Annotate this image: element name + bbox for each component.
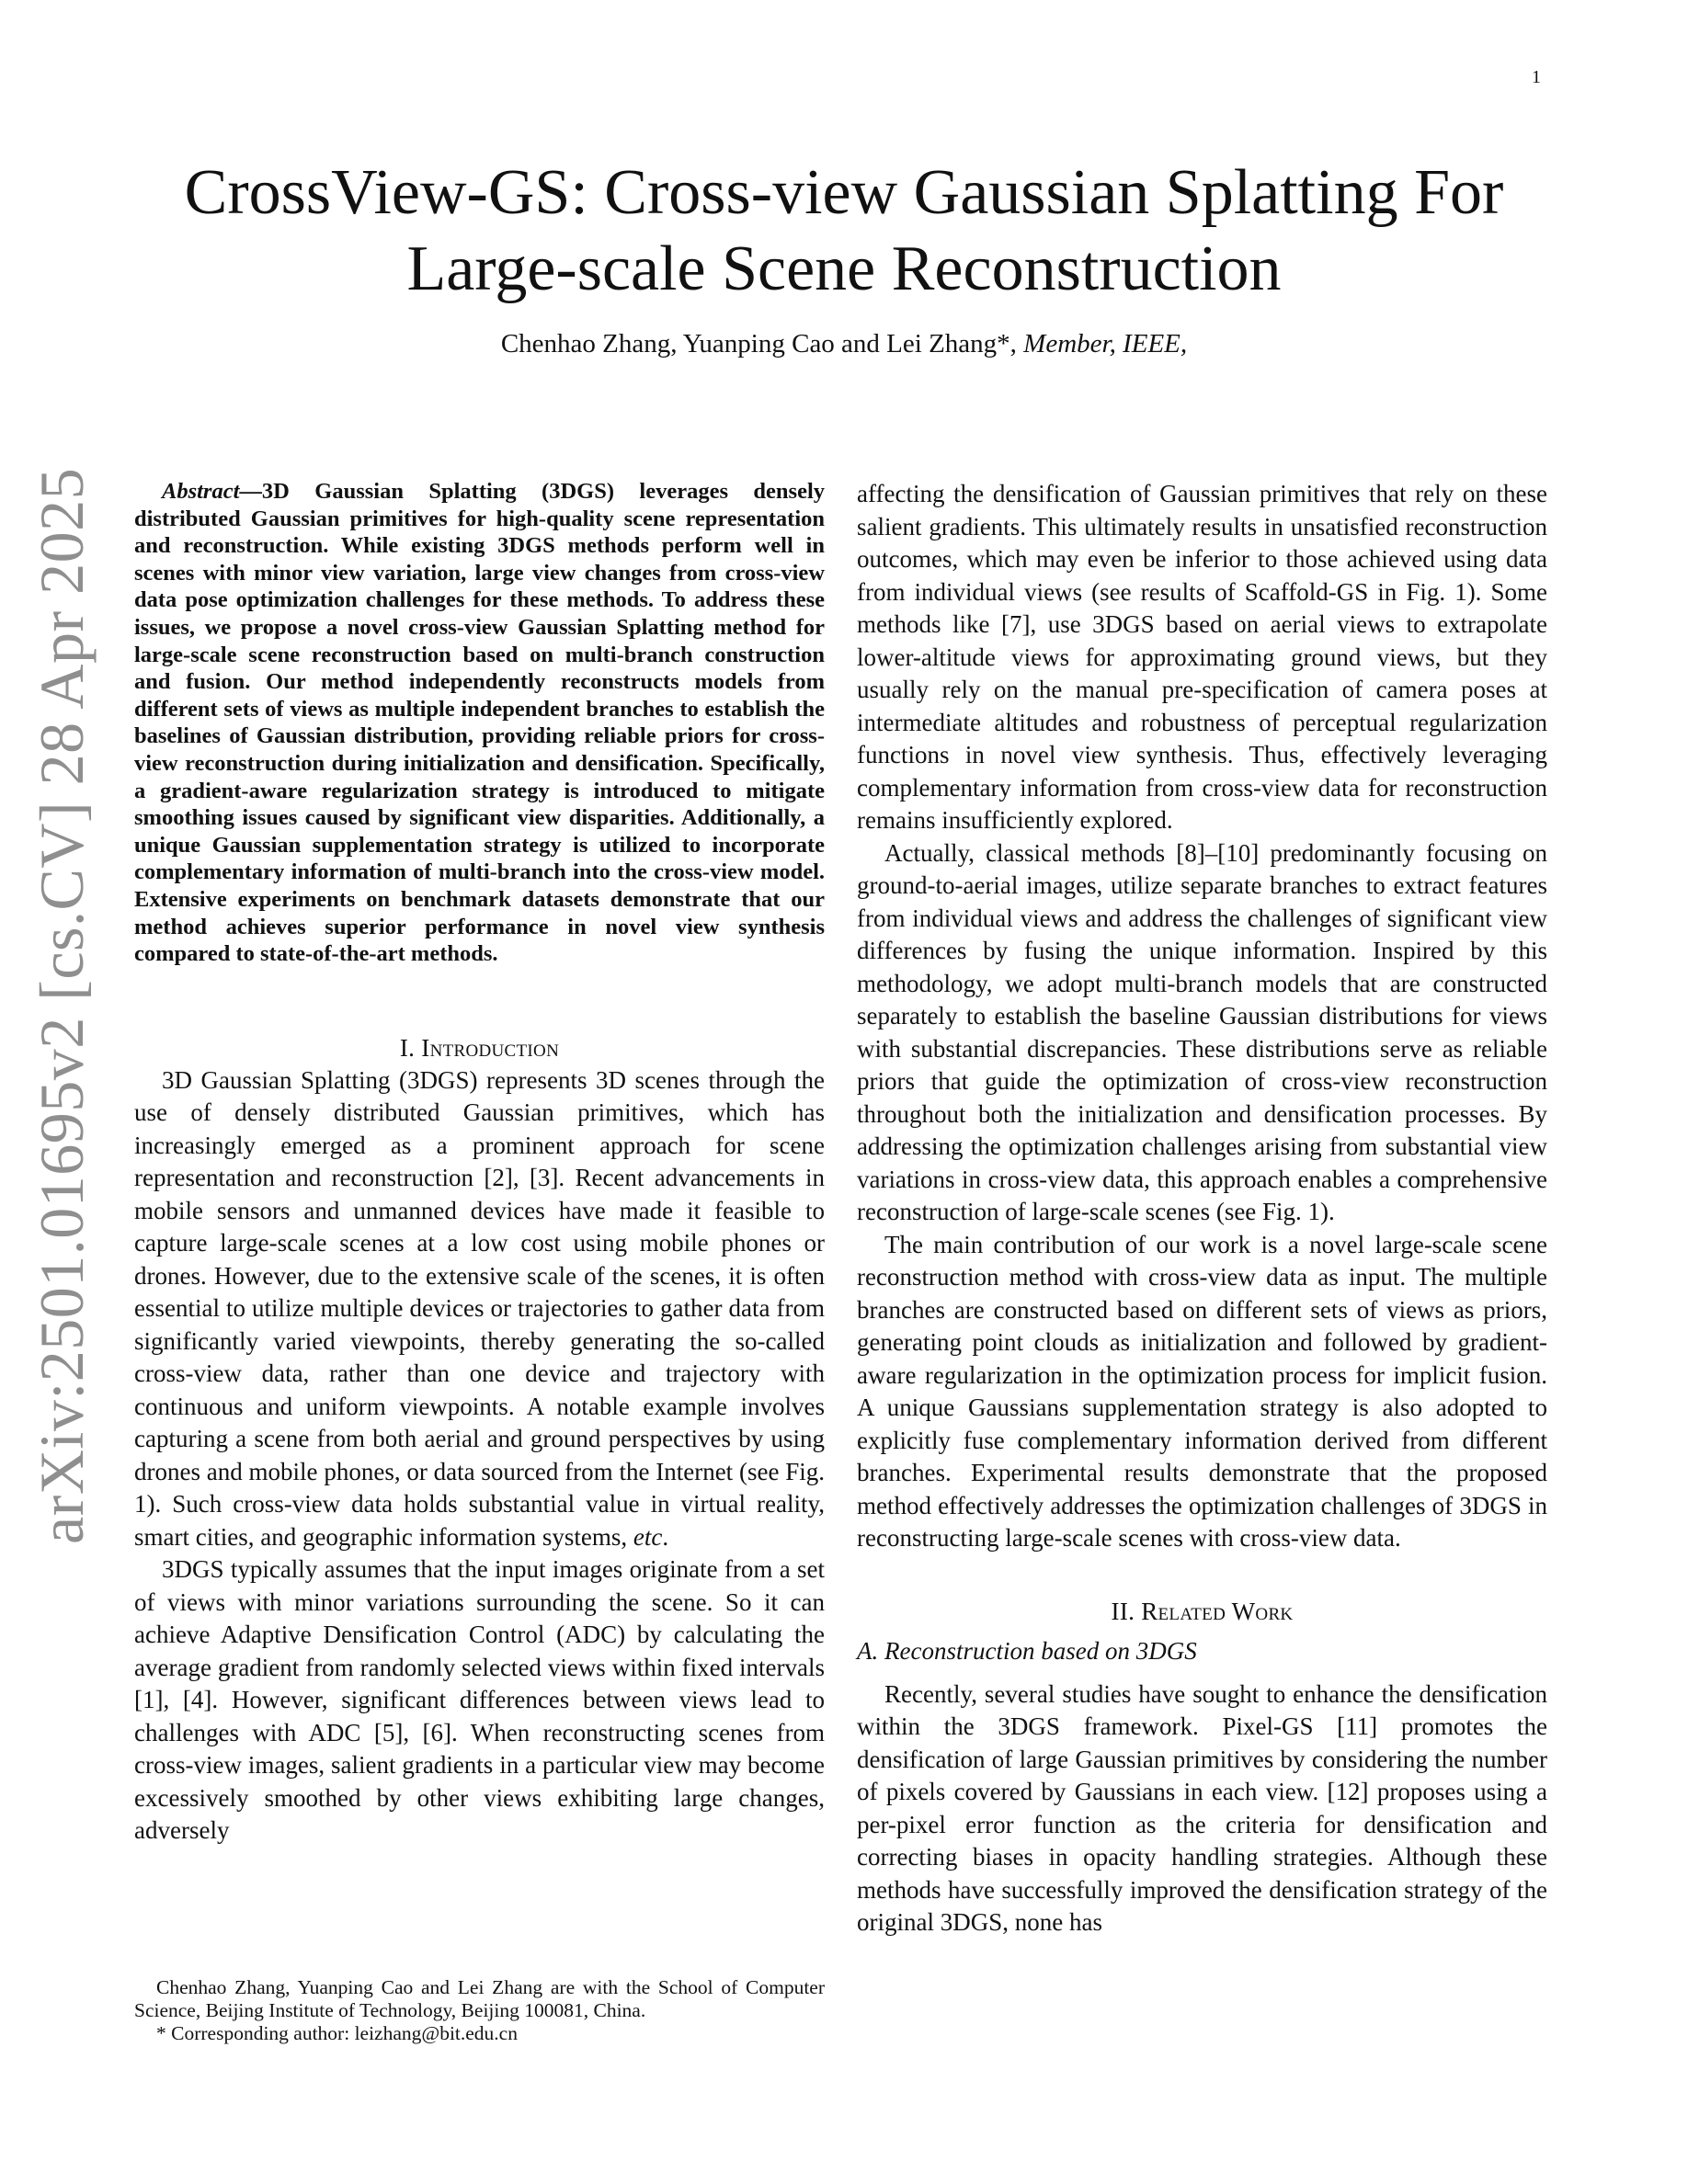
- author-membership: Member, IEEE,: [1023, 329, 1188, 358]
- section-title: Introduction: [421, 1033, 560, 1062]
- abstract-text: —3D Gaussian Splatting (3DGS) leverages densely distributed Gaussian primitives for high-quality scene representation and reconstruction. While existing 3DGS methods perform well in scenes with minor view variation, large view changes from cross-view data pose optimization challenges for these methods. To address these issues, we propose a novel cross-view Gaussian Splatting method for large-scale scene reconstruction based on multi-branch construction and fusion. Our method independently reconstructs models from different sets of views as multiple independent branches to establish the baselines of Gaussian distribution, providing reliable priors for cross-view reconstruction during initialization and densification. Specifically, a gradient-aware regularization strategy is introduced to mitigate smoothing issues caused by significant view disparities. Additionally, a unique Gaussian supplementation strategy is utilized to incorporate complementary information of multi-branch into the cross-view model. Extensive experiments on benchmark datasets demonstrate that our method achieves superior performance in novel view synthesis compared to state-of-the-art methods.: [134, 479, 825, 967]
- footnote-affiliation: Chenhao Zhang, Yuanping Cao and Lei Zhang are with the School of Computer Science, Beijing Institute of Technology, Beijing 100081, China.: [134, 1976, 825, 2021]
- intro-paragraph-4: The main contribution of our work is a novel large-scale scene reconstruction method with cross-view data as input. The multiple branches are constructed based on different sets of views as priors, generating point clouds as initialization and followed by gradient-aware regularization in the optimization process for implicit fusion. A unique Gaussians supplementation strategy is also adopted to explicitly fuse complementary information derived from different branches. Experimental results demonstrate that the proposed method effectively addresses the optimization challenges of 3DGS in reconstructing large-scale scenes with cross-view data.: [857, 1230, 1547, 1552]
- section-number: II.: [1111, 1597, 1142, 1625]
- section-number: I.: [399, 1033, 422, 1062]
- section-heading-related-work: [857, 1596, 1547, 1628]
- section-heading-introduction: [134, 1032, 825, 1064]
- author-names: Chenhao Zhang, Yuanping Cao and Lei Zhang*,: [500, 329, 1024, 358]
- footnote-corresponding-author: * Corresponding author: leizhang@bit.edu.cn: [156, 2022, 518, 2044]
- paragraph-end: .: [662, 1522, 669, 1551]
- right-column: [857, 478, 1547, 1939]
- paper-title: CrossView-GS: Cross-view Gaussian Splatting For Large-scale Scene Reconstruction: [184, 157, 1504, 304]
- intro-paragraph-2-continued: affecting the densification of Gaussian primitives that rely on these salient gradients. This ultimately results in unsatisfied reconstruction outcomes, which may even be inferior to those achieved using data from individual views (see results of Scaffold-GS in Fig. 1). Some methods like [7], use 3DGS based on aerial views to extrapolate lower-altitude views for approximating ground views, but they usually rely on the manual pre-specification of camera poses at intermediate altitudes and robustness of perceptual regularization functions in novel view synthesis. Thus, effectively leveraging complementary information from cross-view data for reconstruction remains insufficiently explored.: [857, 480, 1547, 834]
- subsection-heading: A. Reconstruction based on 3DGS: [857, 1636, 1197, 1665]
- section-title: Related Work: [1141, 1597, 1294, 1625]
- related-work-paragraph-1: Recently, several studies have sought to enhance the densification within the 3DGS framework. Pixel-GS [11] promotes the densification of large Gaussian primitives by considering the number of pixels covered by Gaussians in each view. [12] proposes using a per-pixel error function as the criteria for densification and correcting biases in opacity handling strategies. Although these methods have successfully improved the densification strategy of the original 3DGS, none has: [857, 1679, 1547, 1936]
- arxiv-identifier-watermark: arXiv:2501.01695v2 [cs.CV] 28 Apr 2025: [27, 467, 97, 1544]
- abstract-label: Abstract: [162, 479, 240, 504]
- page-number: 1: [1532, 67, 1541, 87]
- paragraph-text: 3D Gaussian Splatting (3DGS) represents 3D scenes through the use of densely distributed Gaussian primitives, which has increasingly emerged as a prominent approach for scene representation and reconstruction [2], [3]. Recent advancements in mobile sensors and unmanned devices have made it feasible to capture large-scale scenes at a low cost using mobile phones or drones. However, due to the extensive scale of the scenes, it is often essential to utilize multiple devices or trajectories to gather data from significantly varied viewpoints, thereby generating the so-called cross-view data, rather than one device and trajectory with continuous and uniform viewpoints. A notable example involves capturing a scene from both aerial and ground perspectives by using drones and mobile phones, or data sourced from the Internet (see Fig. 1). Such cross-view data holds substantial value in virtual reality, smart cities, and geographic information systems,: [134, 1065, 825, 1551]
- footnote: [134, 1976, 825, 2045]
- etc-italic: etc: [633, 1522, 663, 1551]
- author-line: [110, 325, 1578, 362]
- abstract: [134, 478, 825, 968]
- intro-paragraph-3: Actually, classical methods [8]–[10] predominantly focusing on ground-to-aerial images, utilize separate branches to extract features from individual views and address the challenges of significant view differences by fusing the unique information. Inspired by this methodology, we adopt multi-branch models that are constructed separately to establish the baseline Gaussian distributions for views with substantial discrepancies. These distributions serve as reliable priors that guide the optimization of cross-view reconstruction throughout both the initialization and densification processes. By addressing the optimization challenges arising from substantial view variations in cross-view data, this approach enables a comprehensive reconstruction of large-scale scenes (see Fig. 1).: [857, 838, 1547, 1225]
- left-column: [134, 478, 825, 1848]
- intro-paragraph-1: [134, 1064, 825, 1554]
- intro-paragraph-2: 3DGS typically assumes that the input images originate from a set of views with minor variations surrounding the scene. So it can achieve Adaptive Densification Control (ADC) by calculating the average gradient from randomly selected views within fixed intervals [1], [4]. However, significant differences between views lead to challenges with ADC [5], [6]. When reconstructing scenes from cross-view images, salient gradients in a particular view may become excessively smoothed by other views exhibiting large changes, adversely: [134, 1555, 825, 1845]
